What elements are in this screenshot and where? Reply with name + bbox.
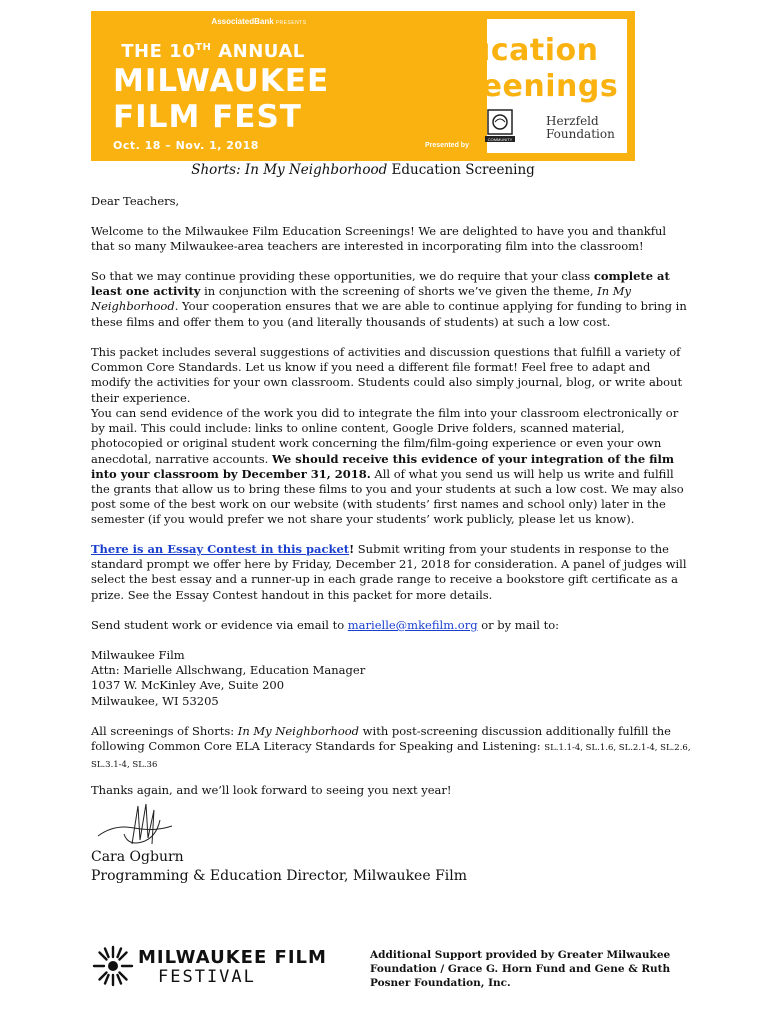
presented-by: Presented by bbox=[425, 142, 469, 149]
evidence-text-c: All of what you send us will help us write and fulfill the grants that allow us to bring these films to you and your students at such a low cost. We may also post some of the best work on our website (with students’ first names and school only) later in the semester (if you would prefer we not share your students’ work publicly, please let us know). bbox=[91, 466, 684, 527]
sponsor-logo bbox=[149, 17, 369, 26]
essay-bang: ! bbox=[349, 542, 355, 556]
packet-text: This packet includes several suggestions of activities and discussion questions that fulfill a variety of Common Core Standards. Let us know if you need a different file format! Feel free to adapt and modify the activities for your own classroom. Students could also simply journal, blog, or write about their experience. bbox=[91, 345, 683, 405]
standards-theme: In My Neighborhood bbox=[237, 724, 360, 738]
req-bold: complete at least one activity bbox=[91, 269, 670, 299]
program-title-line2: Screenings bbox=[426, 69, 619, 104]
festival-name-line1: MILWAUKEE bbox=[113, 63, 330, 99]
header-banner bbox=[91, 11, 635, 161]
additional-support: Additional Support provided by Greater Milwaukee Foundation / Grace G. Horn Fund and Gene & Ruth Posner Foundation, Inc. bbox=[370, 949, 671, 989]
mailing-address bbox=[91, 648, 691, 709]
standards-text-a: All screenings of Shorts: bbox=[91, 724, 238, 738]
greeting: Dear Teachers, bbox=[91, 194, 180, 208]
email-link[interactable]: marielle@mkefilm.org bbox=[347, 618, 478, 632]
partner-name bbox=[546, 115, 615, 141]
signer-title: Programming & Education Director, Milwaukee Film bbox=[91, 868, 468, 884]
paragraph-evidence bbox=[91, 406, 691, 528]
paragraph-packet bbox=[91, 345, 691, 406]
address-line4: Milwaukee, WI 53205 bbox=[91, 693, 219, 708]
req-text-c: in conjunction with the screening of shorts we’ve given the theme, bbox=[200, 284, 598, 299]
program-title-line1: Education bbox=[426, 33, 599, 68]
address-line1: Milwaukee Film bbox=[91, 648, 185, 662]
sunburst-icon bbox=[92, 945, 134, 987]
partner-line2: Foundation bbox=[546, 127, 615, 141]
community-logo-text: COMMUNITY bbox=[487, 137, 513, 142]
program-title bbox=[426, 33, 618, 105]
send-text-b: or by mail to: bbox=[477, 618, 560, 632]
edition-suffix: TH bbox=[195, 42, 212, 53]
paragraph-send bbox=[91, 618, 691, 633]
community-foundation-logo bbox=[485, 104, 515, 156]
edition-number: THE 10 bbox=[121, 41, 196, 62]
signature-image bbox=[94, 800, 184, 852]
req-text-a: So that we may continue providing these opportunities, we do require that your class bbox=[91, 269, 594, 283]
evidence-text-a: You can send evidence of the work you did to integrate the film into your classroom electronically or by mail. This could include: links to online content, Google Drive folders, scanned material, photocopied or original student work concerning the film/film-going experience or even your own anecdotal, narrative accounts. bbox=[91, 406, 679, 466]
logo-line2: FESTIVAL bbox=[158, 967, 256, 987]
title-rest: Education Screening bbox=[387, 162, 535, 178]
partner-line1: Herzfeld bbox=[546, 114, 599, 128]
standards-text-c: with post-screening discussion additionally fulfill the following Common Core ELA Literacy Standards for Speaking and Listening: bbox=[91, 724, 671, 754]
signature-block bbox=[91, 848, 467, 886]
sponsor-name: AssociatedBank bbox=[211, 17, 274, 26]
evidence-deadline: We should receive this evidence of your integration of the film into your classroom by December 31, 2018. bbox=[91, 451, 675, 481]
paragraph-standards bbox=[91, 724, 691, 774]
paragraph-requirement bbox=[91, 269, 691, 330]
closing: Thanks again, and we’ll look forward to seeing you next year! bbox=[91, 783, 452, 797]
festival-dates: Oct. 18 – Nov. 1, 2018 bbox=[113, 139, 259, 152]
festival-edition bbox=[103, 41, 323, 62]
edition-annual: ANNUAL bbox=[211, 41, 305, 62]
address-line3: 1037 W. McKinley Ave, Suite 200 bbox=[91, 678, 285, 693]
essay-text: Submit writing from your students in response to the standard prompt we offer here by Friday, December 21, 2018 for consideration. A panel of judges will select the best essay and a runner-up in each grade range to receive a bookstore gift certificate as a prize. See the Essay Contest handout in this packet for more details. bbox=[91, 542, 687, 602]
paragraph-essay-contest bbox=[91, 542, 691, 603]
signer-name: Cara Ogburn bbox=[91, 849, 184, 865]
welcome-text: Welcome to the Milwaukee Film Education Screenings! We are delighted to have you and thankful that so many Milwaukee-area teachers are interested in incorporating film into the classroom! bbox=[91, 224, 667, 254]
festival-logo bbox=[92, 945, 352, 990]
sponsor-presents: PRESENTS bbox=[275, 20, 307, 26]
paragraph-welcome bbox=[91, 224, 691, 254]
standards-list: SL.1.1-4, SL.1.6, SL.2.1-4, SL.2.6, SL.3.1-4, SL.36 bbox=[91, 743, 691, 771]
logo-line1: MILWAUKEE FILM bbox=[138, 947, 327, 968]
document-title bbox=[91, 162, 635, 178]
festival-name-line2: FILM FEST bbox=[113, 99, 302, 135]
address-line2: Attn: Marielle Allschwang, Education Manager bbox=[91, 663, 366, 678]
title-italic: Shorts: In My Neighborhood bbox=[191, 162, 388, 178]
req-text-e: . Your cooperation ensures that we are able to continue applying for funding to bring in these films and offer them to you (and literally thousands of students) at such a low cost. bbox=[91, 299, 687, 329]
req-theme: In My Neighborhood bbox=[91, 284, 632, 314]
essay-contest-link[interactable]: There is an Essay Contest in this packet bbox=[91, 542, 350, 556]
send-text-a: Send student work or evidence via email to bbox=[91, 618, 348, 632]
